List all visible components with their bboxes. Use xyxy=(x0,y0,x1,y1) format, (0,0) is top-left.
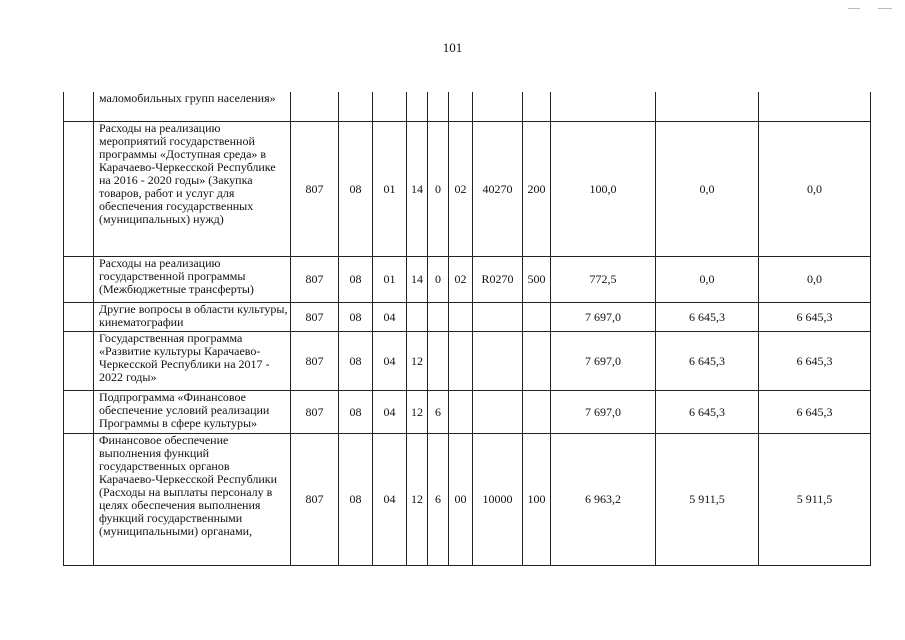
cell-rz xyxy=(339,92,373,122)
cell-event: 02 xyxy=(449,122,473,257)
scan-mark xyxy=(848,8,860,9)
cell-vr xyxy=(523,303,551,332)
cell-gr: 807 xyxy=(291,391,339,434)
cell-subprogram: 0 xyxy=(428,122,449,257)
cell-event xyxy=(449,332,473,391)
table-row xyxy=(64,332,871,391)
cell-rz: 08 xyxy=(339,257,373,303)
cell-gr: 807 xyxy=(291,303,339,332)
cell-event xyxy=(449,391,473,434)
cell-gr: 807 xyxy=(291,332,339,391)
cell-vr: 200 xyxy=(523,122,551,257)
page-number: 101 xyxy=(442,40,463,55)
cell-subprogram xyxy=(428,92,449,122)
amount-year-1: 7 697,0 xyxy=(551,391,656,434)
budget-table xyxy=(63,92,871,566)
cell-direction: 40270 xyxy=(473,122,523,257)
cell-program: 12 xyxy=(407,434,428,566)
cell-rz: 08 xyxy=(339,391,373,434)
amount-year-3: 0,0 xyxy=(759,122,871,257)
amount-year-3: 5 911,5 xyxy=(759,434,871,566)
cell-program xyxy=(407,92,428,122)
cell-event: 00 xyxy=(449,434,473,566)
amount-year-2: 5 911,5 xyxy=(656,434,759,566)
amount-year-2 xyxy=(656,92,759,122)
cell-rz: 08 xyxy=(339,122,373,257)
table-row xyxy=(64,257,871,303)
amount-year-2: 6 645,3 xyxy=(656,332,759,391)
cell-pr: 04 xyxy=(373,434,407,566)
row-name: маломобильных групп населения» xyxy=(94,92,291,122)
row-name: Расходы на реализацию мероприятий государственной программы «Доступная среда» в Карачаево-Черкесской Республике на 2016 - 2020 годы» (Закупка товаров, работ и услуг для обеспечения государственных (муниципальных) нужд) xyxy=(94,122,291,257)
cell-subprogram: 0 xyxy=(428,257,449,303)
cell-event xyxy=(449,303,473,332)
cell-gr: 807 xyxy=(291,434,339,566)
table-row xyxy=(64,303,871,332)
cell-program: 14 xyxy=(407,257,428,303)
row-name: Финансовое обеспечение выполнения функций государственных органов Карачаево-Черкесской Республики (Расходы на выплаты персоналу в целях обеспечения выполнения функций государственными (муниципальными) органами, xyxy=(94,434,291,566)
cell-vr: 500 xyxy=(523,257,551,303)
cell-subprogram xyxy=(428,303,449,332)
cell-pr xyxy=(373,92,407,122)
amount-year-3: 6 645,3 xyxy=(759,332,871,391)
cell-direction xyxy=(473,92,523,122)
cell-program: 14 xyxy=(407,122,428,257)
cell-pr: 04 xyxy=(373,332,407,391)
amount-year-2: 6 645,3 xyxy=(656,391,759,434)
cell-rz: 08 xyxy=(339,303,373,332)
cell-event xyxy=(449,92,473,122)
cell-direction: 10000 xyxy=(473,434,523,566)
table-row xyxy=(64,391,871,434)
cell-program xyxy=(407,303,428,332)
cell-program: 12 xyxy=(407,332,428,391)
table-row xyxy=(64,92,871,122)
cell-program: 12 xyxy=(407,391,428,434)
table-row xyxy=(64,122,871,257)
cell-pr: 01 xyxy=(373,122,407,257)
amount-year-3: 0,0 xyxy=(759,257,871,303)
amount-year-1: 6 963,2 xyxy=(551,434,656,566)
amount-year-3 xyxy=(759,92,871,122)
cell-direction xyxy=(473,303,523,332)
cell-subprogram: 6 xyxy=(428,391,449,434)
empty-cell xyxy=(64,122,94,257)
cell-pr: 01 xyxy=(373,257,407,303)
cell-vr: 100 xyxy=(523,434,551,566)
cell-subprogram xyxy=(428,332,449,391)
cell-pr: 04 xyxy=(373,303,407,332)
amount-year-1: 100,0 xyxy=(551,122,656,257)
cell-direction xyxy=(473,391,523,434)
cell-direction: R0270 xyxy=(473,257,523,303)
cell-gr: 807 xyxy=(291,122,339,257)
empty-cell xyxy=(64,391,94,434)
cell-vr xyxy=(523,92,551,122)
cell-rz: 08 xyxy=(339,332,373,391)
cell-pr: 04 xyxy=(373,391,407,434)
cell-vr xyxy=(523,391,551,434)
cell-rz: 08 xyxy=(339,434,373,566)
row-name: Государственная программа «Развитие культуры Карачаево-Черкесской Республики на 2017 - 2022 годы» xyxy=(94,332,291,391)
amount-year-1: 772,5 xyxy=(551,257,656,303)
empty-cell xyxy=(64,92,94,122)
table-row xyxy=(64,434,871,566)
cell-vr xyxy=(523,332,551,391)
amount-year-1 xyxy=(551,92,656,122)
amount-year-2: 0,0 xyxy=(656,122,759,257)
row-name: Расходы на реализацию государственной программы (Межбюджетные трансферты) xyxy=(94,257,291,303)
scan-mark xyxy=(878,8,892,9)
cell-direction xyxy=(473,332,523,391)
amount-year-1: 7 697,0 xyxy=(551,303,656,332)
row-name: Подпрограмма «Финансовое обеспечение условий реализации Программы в сфере культуры» xyxy=(94,391,291,434)
amount-year-3: 6 645,3 xyxy=(759,303,871,332)
empty-cell xyxy=(64,332,94,391)
row-name: Другие вопросы в области культуры, кинематографии xyxy=(94,303,291,332)
amount-year-3: 6 645,3 xyxy=(759,391,871,434)
cell-gr xyxy=(291,92,339,122)
cell-event: 02 xyxy=(449,257,473,303)
amount-year-2: 6 645,3 xyxy=(656,303,759,332)
empty-cell xyxy=(64,434,94,566)
empty-cell xyxy=(64,303,94,332)
empty-cell xyxy=(64,257,94,303)
cell-gr: 807 xyxy=(291,257,339,303)
amount-year-2: 0,0 xyxy=(656,257,759,303)
cell-subprogram: 6 xyxy=(428,434,449,566)
amount-year-1: 7 697,0 xyxy=(551,332,656,391)
